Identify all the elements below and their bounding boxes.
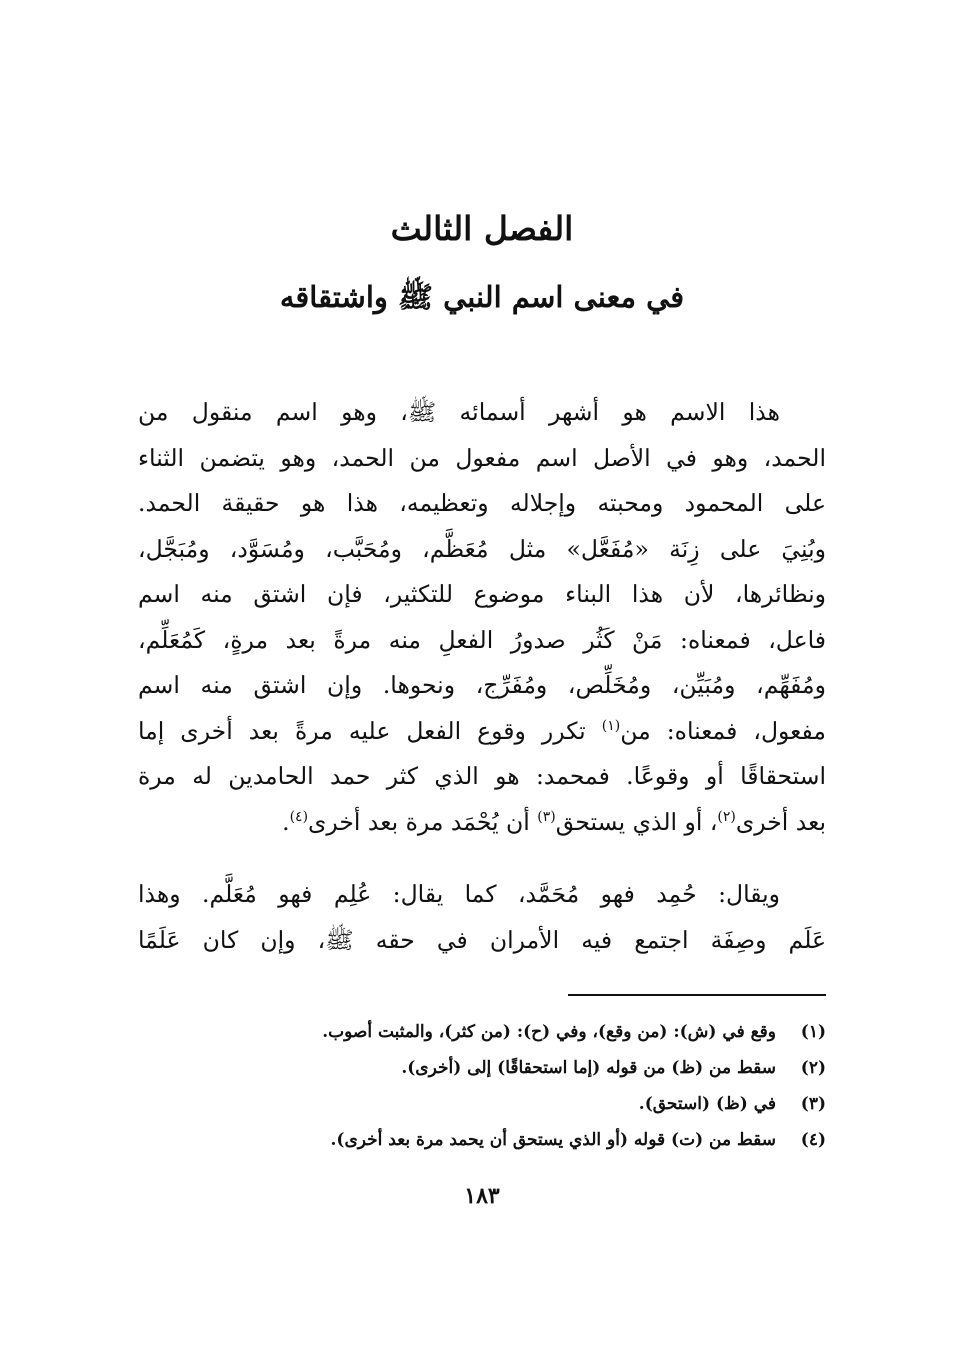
book-page [138, 0, 826, 1360]
footnote [138, 1086, 826, 1122]
footnotes [138, 1014, 826, 1158]
footnote-marker[interactable]: (١) [601, 717, 621, 734]
body-paragraph-2 [138, 872, 826, 963]
text-line: عَلَم وصِفَة اجتمع فيه الأمران في حقه ﷺ، وإن كان عَلَمًا [138, 925, 826, 954]
text-line: ويقال: حُمِد فهو مُحَمَّد، كما يقال: عُلِم فهو مُعَلَّم. وهذا [138, 880, 780, 908]
text-line: على المحمود ومحبته وإجلاله وتعظيمه، هذا هو حقيقة الحمد. [138, 489, 826, 517]
footnote-divider [568, 994, 826, 996]
text-line: فاعل، فمعناه: مَنْ كَثُر صدورُ الفعلِ منه مرةً بعد مرةٍ، كَمُعَلِّم، [138, 625, 826, 654]
text-line [138, 709, 826, 755]
footnote [138, 1050, 826, 1086]
text-line: ومُفَهِّم، ومُبَيِّن، ومُخَلِّص، ومُفَرِّج، ونحوها. وإن اشتق منه اسم [138, 671, 826, 699]
text-segment: أن يُحْمَد مرة بعد أخرى [308, 807, 538, 836]
text-segment: تكرر وقوع الفعل عليه مرةً بعد أخرى إما [138, 716, 602, 745]
footnote-marker[interactable]: (٢) [717, 808, 736, 825]
page-number: ١٨٣ [464, 1183, 500, 1209]
body-paragraph-1 [138, 390, 826, 845]
text-segment: مفعول، فمعناه: من [620, 716, 826, 745]
chapter-subtitle: في معنى اسم النبي ﷺ واشتقاقه [279, 280, 685, 314]
footnote-text: وقع في (ش): (من وقع)، وفي (ح): (من كثر)، والمثبت أصوب. [322, 1022, 776, 1042]
footnote-number: (١) [800, 1022, 826, 1042]
text-line [138, 800, 826, 846]
chapter-title: الفصل الثالث [390, 209, 574, 248]
text-segment: ، أو الذي يستحق [555, 807, 718, 836]
text-line: الحمد، وهو في الأصل اسم مفعول من الحمد، وهو يتضمن الثناء [138, 443, 826, 472]
footnote-number: (٤) [800, 1130, 826, 1150]
footnote-text: سقط من (ت) قوله (أو الذي يستحق أن يحمد مرة بعد أخرى). [330, 1130, 776, 1150]
footnote-number: (٣) [800, 1094, 826, 1114]
text-line: وبُنِيَ على زِنَة «مُفَعَّل» مثل مُعَظَّم، ومُحَبَّب، ومُسَوَّد، ومُبَجَّل، [138, 534, 826, 563]
footnote [138, 1122, 826, 1158]
footnote-marker[interactable]: (٣) [537, 808, 556, 825]
text-line: ونظائرها، لأن هذا البناء موضوع للتكثير، فإن اشتق منه اسم [138, 580, 826, 608]
text-segment: بعد أخرى [735, 807, 826, 836]
text-line: هذا الاسم هو أشهر أسمائه ﷺ، وهو اسم منقول من [138, 398, 781, 426]
footnote-text: في (ظ) (استحق). [638, 1094, 776, 1114]
text-line: استحقاقًا أو وقوعًا. فمحمد: هو الذي كثر حمد الحامدين له مرة [138, 762, 826, 790]
footnote-marker[interactable]: (٤) [289, 808, 309, 825]
footnote [138, 1014, 826, 1050]
text-segment: . [282, 807, 290, 836]
footnote-text: سقط من (ظ) من قوله (إما استحقاقًا) إلى (أخرى). [401, 1058, 776, 1078]
footnote-number: (٢) [800, 1058, 826, 1078]
